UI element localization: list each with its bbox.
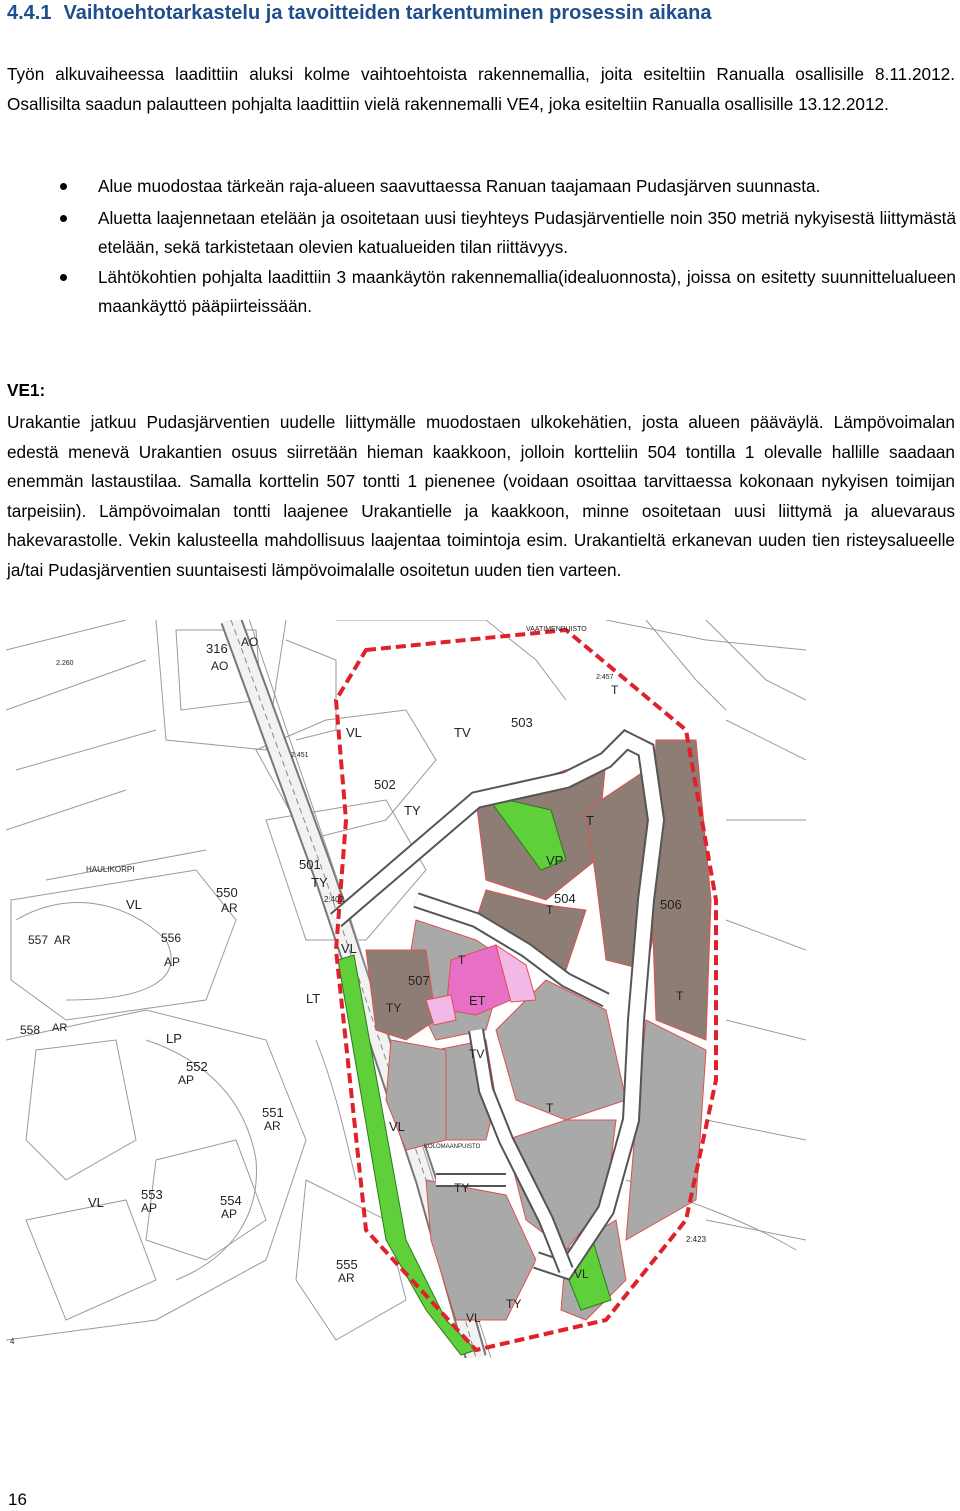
map-label-2260: 2.260: [56, 660, 74, 667]
map-label-ap1: AP: [164, 955, 181, 969]
map-label-tv1: TV: [454, 725, 471, 740]
map-label-ap2: AP: [178, 1073, 195, 1087]
map-label-t5: T: [546, 1101, 554, 1115]
map-label-vl4: VL: [389, 1119, 405, 1134]
bullet-item: Aluetta laajennetaan etelään ja osoitetaan uusi tieyhteys Pudasjärventielle noin 350 metriä nykyisestä liittymästä etelään, sekä tarkistetaan olevien katualueiden tilan riittävyys.: [60, 204, 956, 263]
map-label-554: 554: [220, 1193, 242, 1208]
map-label-316: 316: [206, 641, 228, 656]
map-label-t1: T: [586, 813, 594, 828]
map-label-504: 504: [554, 891, 576, 906]
bullet-dot-icon: [60, 183, 67, 190]
map-label-ar4: AR: [264, 1119, 281, 1133]
map-label-vp: VP: [546, 853, 564, 868]
map-label-ao1: AO: [241, 635, 259, 649]
map-label-vl1: VL: [346, 725, 362, 740]
map-label-ar5: AR: [338, 1271, 355, 1285]
bullet-dot-icon: [60, 215, 67, 222]
map-label-2451: 2:451: [291, 752, 309, 759]
map-label-ar1: AR: [221, 901, 238, 915]
map-label-et: ET: [469, 993, 486, 1008]
map-label-ty4: TY: [454, 1181, 470, 1195]
map-label-551: 551: [262, 1105, 284, 1120]
map-label-lt: LT: [306, 991, 321, 1006]
map-label-2457: 2:457: [596, 674, 614, 681]
intro-paragraph: Työn alkuvaiheessa laadittiin aluksi kolme vaihtoehtoista rakennemallia, joita esiteltiin Ranualla osallisille 8.11.2012. Osallisilta saadun palautteen pohjalta laadittiin vielä rakennemalli VE4, joka esiteltiin Ranualla osallisille 13.12.2012.: [7, 64, 955, 114]
map-label-552: 552: [186, 1059, 208, 1074]
map-label-550: 550: [216, 885, 238, 900]
map-label-ty2: TY: [311, 875, 328, 890]
map-label-2423: 2:423: [686, 1235, 707, 1244]
map-label-557: 557: [28, 933, 49, 947]
map-label-vl7: VL: [466, 1311, 481, 1325]
bullet-item: Alue muodostaa tärkeän raja-alueen saavuttaessa Ranuan taajamaan Pudasjärven suunnasta.: [60, 172, 956, 202]
map-label-vl2: VL: [126, 897, 142, 912]
bullet-list: [60, 172, 956, 322]
map-label-553: 553: [141, 1187, 163, 1202]
map-label-vl6: VL: [574, 1267, 589, 1281]
section-heading: [7, 2, 711, 25]
map-label-haulikorpi: HAULIKORPI: [86, 865, 135, 874]
map-label-t3: T: [458, 953, 466, 967]
map-label-506: 506: [660, 897, 682, 912]
land-use-map: [6, 620, 806, 1358]
map-label-507: 507: [408, 973, 430, 988]
map-label-lp: LP: [166, 1031, 182, 1046]
map-label-ar2: AR: [54, 933, 71, 947]
section-number: 4.4.1: [7, 2, 52, 24]
block-existing-507: [366, 950, 436, 1040]
map-label-2402: 2:402: [324, 895, 345, 904]
map-label-ap4: AP: [221, 1207, 238, 1221]
map-label-kolomaanpuisto: KOLOMAANPUISTO: [424, 1144, 481, 1150]
map-label-t2: T: [546, 903, 554, 917]
map-label-501: 501: [299, 857, 321, 872]
map-label-ty5: TY: [506, 1297, 522, 1311]
map-label-t-top: T: [611, 683, 619, 697]
map-label-tv2: TV: [469, 1047, 485, 1061]
ve1-label: VE1:: [7, 380, 46, 400]
map-label-ty1: TY: [404, 803, 421, 818]
land-use-map-svg: [6, 620, 806, 1358]
map-label-556: 556: [161, 931, 182, 945]
bullet-item: Lähtökohtien pohjalta laadittiin 3 maankäytön rakennemallia(idealuonnosta), joissa on esitetty suunnittelualueen maankäyttö pääpiirteissään.: [60, 263, 956, 322]
map-label-t4: T: [676, 989, 684, 1003]
map-label-503: 503: [511, 715, 533, 730]
map-label-4: 4: [10, 1337, 15, 1346]
map-label-ar3: AR: [52, 1022, 68, 1034]
page-number: 16: [8, 1490, 27, 1509]
map-label-502: 502: [374, 777, 396, 792]
map-label-ao2: AO: [211, 659, 229, 673]
map-label-vl3: VL: [341, 941, 357, 956]
map-label-ap3: AP: [141, 1201, 158, 1215]
map-label-558: 558: [20, 1023, 41, 1037]
bullet-dot-icon: [60, 274, 67, 281]
map-label-555: 555: [336, 1257, 358, 1272]
section-title: Vaihtoehtotarkastelu ja tavoitteiden tarkentuminen prosessin aikana: [63, 2, 712, 24]
ve1-paragraph: Urakantie jatkuu Pudasjärventien uudelle liittymälle muodostaen ulkokehätien, josta alueen pääväylä. Lämpövoimalan edestä menevä Urakantien osuus siirretään hieman kaakkoon, jolloin kortteliin 504 tontilla 1 olevalle hallille saadaan enemmän lastaustilaa. Samalla korttelin 507 tontti 1 pienenee (voidaan osoittaa tarvittaessa kokonaan nykyisen toimijan tarpeisiin). Lämpövoimalan tontti laajenee Urakantielle ja kaakkoon, minne osoitetaan uusi liittymä ja aluevaraus hakevarastolle. Vekin kalusteella mahdollisuus laajentaa toimintoja esim. Urakantieltä erkanevan uuden tien risteysalueelle ja/tai Pudasjärventien suuntaisesti lämpövoimalalle osoitetun uuden tien varteen.: [7, 412, 955, 580]
map-label-vaatimenpuisto: VAATIMENPUISTO: [526, 626, 587, 633]
map-label-vl5: VL: [88, 1195, 104, 1210]
map-label-ty3: TY: [386, 1001, 402, 1015]
